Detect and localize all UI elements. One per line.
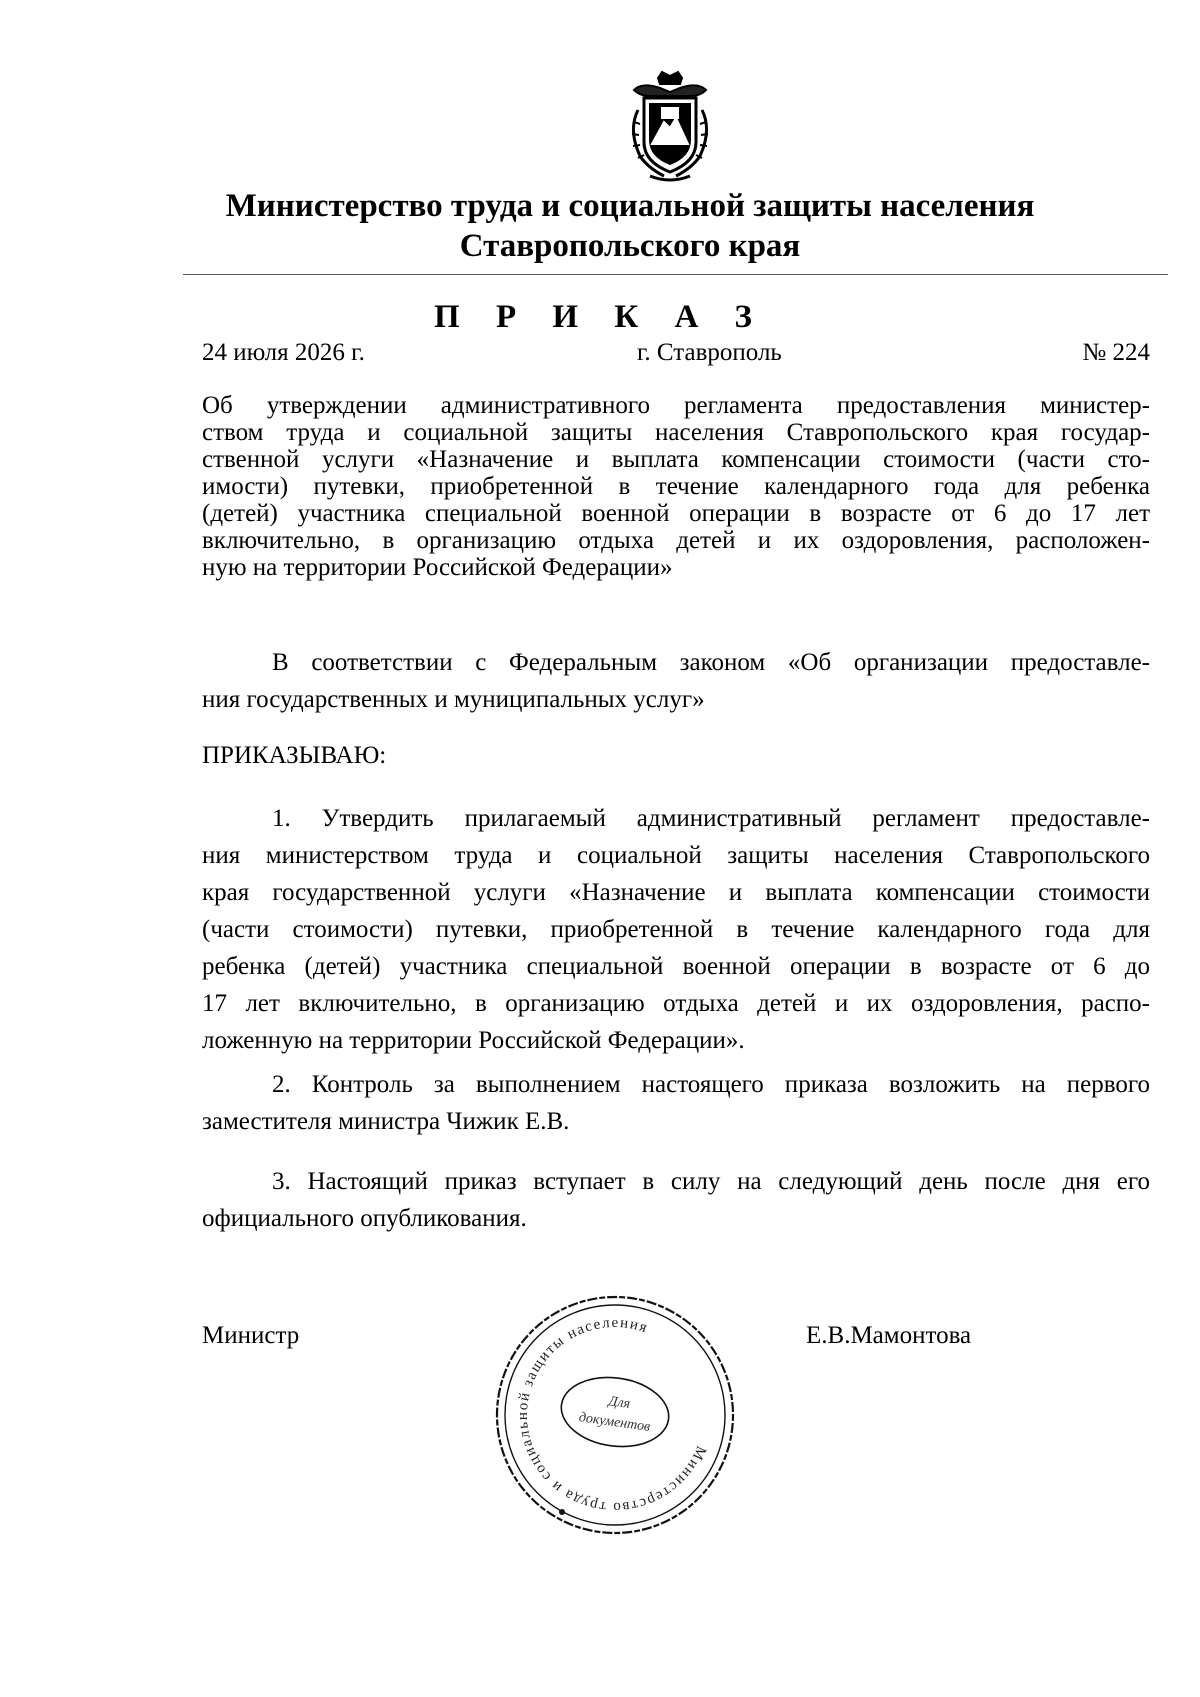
document-type-title: П Р И К А З — [434, 299, 766, 335]
svg-text:Министерство труда и социально: Министерство труда и социальной защиты населения — [514, 1314, 709, 1516]
paragraph-line: официального опубликования. — [202, 1205, 527, 1232]
paragraph-line: (части стоимости) путевки, приобретенной в течение календарного года для — [202, 916, 1150, 943]
subject-line: имости) путевки, приобретенной в течение календарного года для ребенка — [202, 473, 1150, 500]
coat-of-arms-emblem — [620, 70, 720, 186]
subject-line: ством труда и социальной защиты населения Ставропольского края государ- — [202, 419, 1150, 446]
ministry-name-line1: Министерство труда и социальной защиты населения — [225, 188, 1035, 224]
signatory-role: Министр — [202, 1322, 300, 1349]
paragraph-line: 2. Контроль за выполнением настоящего приказа возложить на первого — [272, 1071, 1150, 1098]
header-divider — [183, 274, 1168, 275]
paragraph-line: ложенную на территории Российской Федерации». — [202, 1027, 745, 1054]
signatory-name: Е.В.Мамонтова — [806, 1322, 972, 1349]
order-item-3 — [202, 1163, 1150, 1237]
subject-line: ственной услуги «Назначение и выплата компенсации стоимости (части сто- — [202, 446, 1150, 473]
document-subject — [202, 392, 1150, 581]
ministry-name-line2: Ставропольского края — [459, 228, 801, 264]
paragraph-line: ния государственных и муниципальных услуг» — [202, 686, 705, 713]
document-city: г. Ставрополь — [637, 339, 782, 366]
svg-text:Для: Для — [607, 1394, 631, 1412]
paragraph-line: 1. Утвердить прилагаемый административный регламент предоставле- — [272, 805, 1150, 832]
order-item-1 — [202, 800, 1150, 1059]
paragraph-line: 17 лет включительно, в организацию отдыха детей и их оздоровления, распо- — [202, 990, 1150, 1017]
subject-line: (детей) участника специальной военной операции в возрасте от 6 до 17 лет — [202, 500, 1150, 527]
subject-line: включительно, в организацию отдыха детей и их оздоровления, расположен- — [202, 527, 1150, 554]
subject-line: Об утверждении административного регламента предоставления министер- — [202, 392, 1150, 419]
paragraph-line: ния министерством труда и социальной защиты населения Ставропольского — [202, 842, 1150, 869]
document-date: 24 июля 2026 г. — [202, 339, 365, 366]
order-item-2 — [202, 1066, 1150, 1140]
paragraph-line: В соответствии с Федеральным законом «Об организации предоставле- — [272, 649, 1150, 676]
paragraph-line: края государственной услуги «Назначение и выплата компенсации стоимости — [202, 879, 1150, 906]
paragraph-line: ребенка (детей) участника специальной военной операции в возрасте от 6 до — [202, 953, 1150, 980]
paragraph-line: 3. Настоящий приказ вступает в силу на следующий день после дня его — [272, 1168, 1150, 1195]
basis-paragraph — [202, 644, 1150, 718]
paragraph-line: заместителя министра Чижик Е.В. — [202, 1108, 570, 1135]
subject-line: ную на территории Российской Федерации» — [202, 554, 673, 581]
document-number: № 224 — [1082, 339, 1150, 366]
official-stamp — [490, 1290, 740, 1540]
order-word — [202, 737, 1150, 774]
svg-text:документов: документов — [577, 1410, 652, 1435]
order-word-text: ПРИКАЗЫВАЮ: — [202, 742, 387, 769]
